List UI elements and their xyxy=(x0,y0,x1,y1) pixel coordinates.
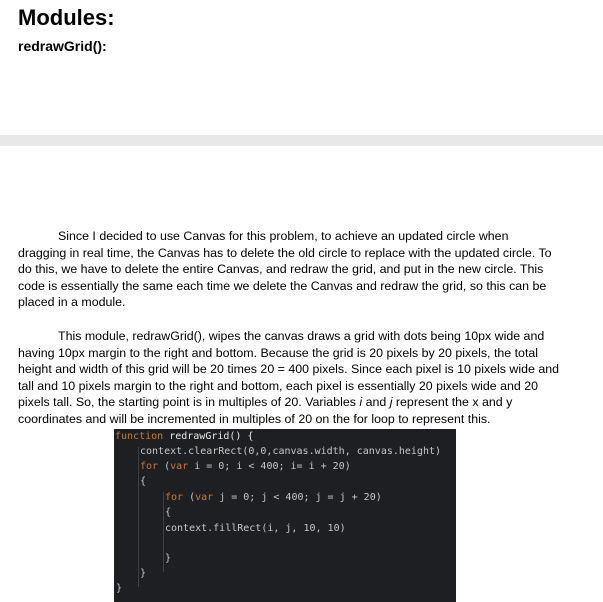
paragraph-text: Since I decided to use Canvas for this problem, to achieve an updated circle when dragging in real time, the Canvas has to delete the old circle to replace with the updated circle. To do this, we have to delete the entire Canvas, and redraw the grid, and put in the new circle. This code is essentially the same each time we delete the Canvas and redraw the grid, so this can be placed in a module. xyxy=(18,229,552,310)
indent-guide xyxy=(163,492,164,572)
module-name-heading: redrawGrid(): xyxy=(18,38,107,54)
code-line-4: { xyxy=(140,476,147,487)
code-text: ( xyxy=(183,492,196,503)
code-line-8: } xyxy=(165,553,172,564)
code-line-5 xyxy=(165,490,382,505)
section-divider xyxy=(0,135,603,146)
code-keyword: for xyxy=(165,492,184,503)
page-title: Modules: xyxy=(18,5,115,30)
indent-guide xyxy=(138,447,139,587)
code-line-1 xyxy=(115,429,253,444)
variable-j: j xyxy=(389,395,393,410)
code-keyword: function xyxy=(115,431,164,442)
code-line-7: context.fillRect(i, j, 10, 10) xyxy=(165,523,346,534)
code-line-10: } xyxy=(116,583,123,594)
paragraph-module-explanation xyxy=(18,328,560,428)
code-text: redrawGrid() { xyxy=(163,431,254,442)
paragraph-text: represent the x and y coordinates and will be incremented in multiples of 20 on the for loop to represent this. xyxy=(18,395,513,426)
paragraph-text: This module, redrawGrid(), wipes the canvas draws a grid with dots being 10px wide and having 10px margin to the right and bottom. Because the grid is 20 pixels by 20 pixels, the total height and width of this grid will be 20 times 20 = 400 pixels. Since each pixel is 10 pixels wide and tall and 10 pixels margin to the right and bottom, each pixel is essentially 20 pixels wide and 20 pixels tall. So, the starting point is in multiples of 20. Variables xyxy=(18,329,560,410)
code-keyword: var xyxy=(195,492,214,503)
code-screenshot xyxy=(114,429,456,602)
code-keyword: for xyxy=(140,461,159,472)
code-line-6: { xyxy=(165,507,172,518)
paragraph-text: and xyxy=(362,395,390,410)
code-line-3 xyxy=(140,459,351,474)
code-text: j = 0; j < 400; j = j + 20) xyxy=(213,492,382,503)
code-text: ( xyxy=(158,461,171,472)
code-line-9: } xyxy=(140,568,147,579)
code-text: i = 0; i < 400; i= i + 20) xyxy=(188,461,351,472)
code-keyword: var xyxy=(170,461,189,472)
variable-i: i xyxy=(359,395,363,410)
code-line-2: context.clearRect(0,0,canvas.width, canvas.height) xyxy=(140,446,442,457)
paragraph-canvas-explanation xyxy=(18,228,560,311)
